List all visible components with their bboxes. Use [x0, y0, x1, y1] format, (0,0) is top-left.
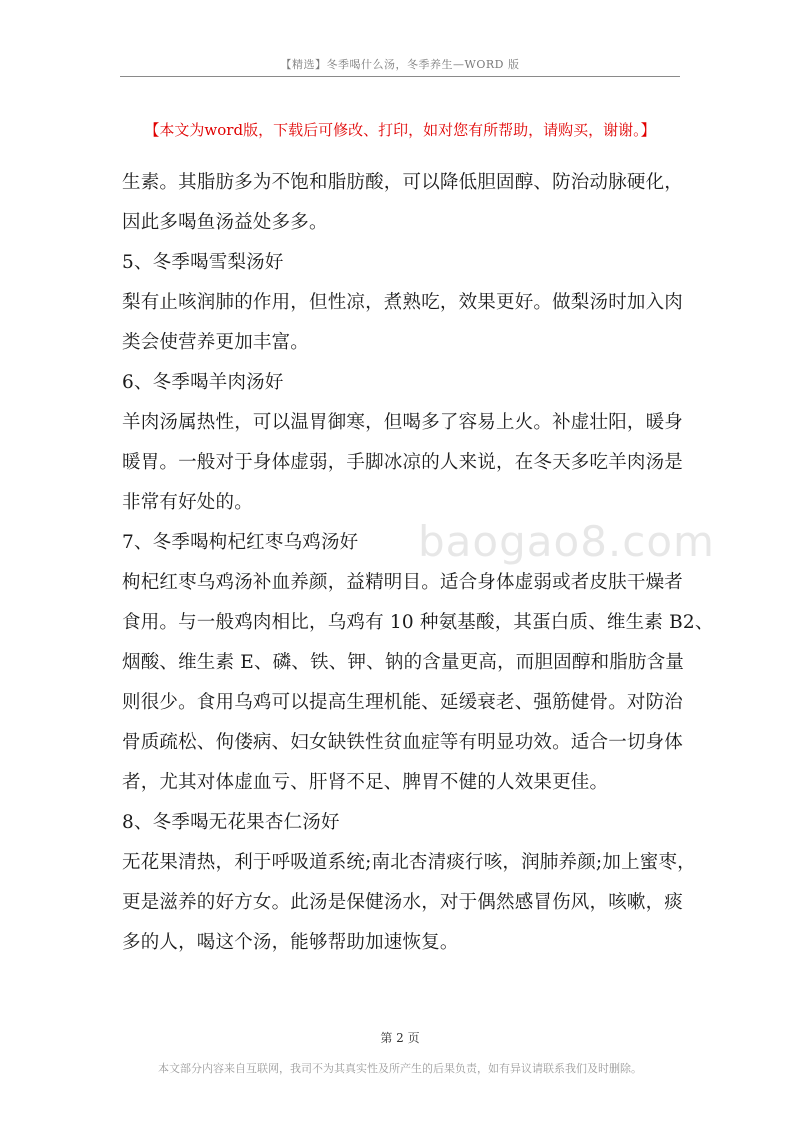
- text-line: 类会使营养更加丰富。: [122, 332, 310, 353]
- text-line: 暖胃。一般对于身体虚弱，手脚冰凉的人来说，在冬天多吃羊肉汤是: [122, 452, 684, 473]
- text-line: 烟酸、维生素 E、磷、铁、钾、钠的含量更高，而胆固醇和脂肪含量: [122, 652, 685, 673]
- section-heading: 8、冬季喝无花果杏仁汤好: [122, 812, 340, 833]
- section-heading: 6、冬季喝羊肉汤好: [122, 372, 284, 393]
- page-header: 【精选】冬季喝什么汤，冬季养生—WORD 版: [280, 58, 520, 71]
- text-line: 更是滋养的好方女。此汤是保健汤水，对于偶然感冒伤风，咳嗽，痰: [122, 892, 684, 913]
- text-line: 因此多喝鱼汤益处多多。: [122, 212, 328, 233]
- page-footer: 本文部分内容来自互联网，我司不为其真实性及所产生的后果负责，如有异议请联系我们及时删除。: [158, 1062, 642, 1075]
- text-line: 则很少。食用乌鸡可以提高生理机能、延缓衰老、强筋健骨。对防治: [122, 692, 684, 713]
- section-heading: 5、冬季喝雪梨汤好: [122, 252, 284, 273]
- header-divider: [120, 76, 680, 77]
- text-line: 多的人，喝这个汤，能够帮助加速恢复。: [122, 932, 459, 953]
- text-line: 者，尤其对体虚血亏、肝肾不足、脾胃不健的人效果更佳。: [122, 772, 609, 793]
- page-number: 第 2 页: [380, 1031, 420, 1045]
- text-line: 生素。其脂肪多为不饱和脂肪酸，可以降低胆固醇、防治动脉硬化，: [122, 172, 684, 193]
- text-line: 羊肉汤属热性，可以温胃御寒，但喝多了容易上火。补虚壮阳，暖身: [122, 412, 684, 433]
- text-line: 枸杞红枣乌鸡汤补血养颜，益精明目。适合身体虚弱或者皮肤干燥者: [122, 572, 684, 593]
- purchase-notice: 【本文为word版，下载后可修改、打印，如对您有所帮助，请购买，谢谢。】: [144, 121, 656, 139]
- section-heading: 7、冬季喝枸杞红枣乌鸡汤好: [122, 532, 359, 553]
- text-line: 骨质疏松、佝偻病、妇女缺铁性贫血症等有明显功效。适合一切身体: [122, 732, 684, 753]
- text-line: 食用。与一般鸡肉相比，乌鸡有 10 种氨基酸，其蛋白质、维生素 B2、: [122, 612, 714, 633]
- text-line: 梨有止咳润肺的作用，但性凉，煮熟吃，效果更好。做梨汤时加入肉: [122, 292, 684, 313]
- text-line: 非常有好处的。: [122, 492, 253, 513]
- site-watermark: baogao8.com: [418, 517, 715, 566]
- text-line: 无花果清热，利于呼吸道系统;南北杏清痰行咳，润肺养颜;加上蜜枣，: [122, 852, 696, 873]
